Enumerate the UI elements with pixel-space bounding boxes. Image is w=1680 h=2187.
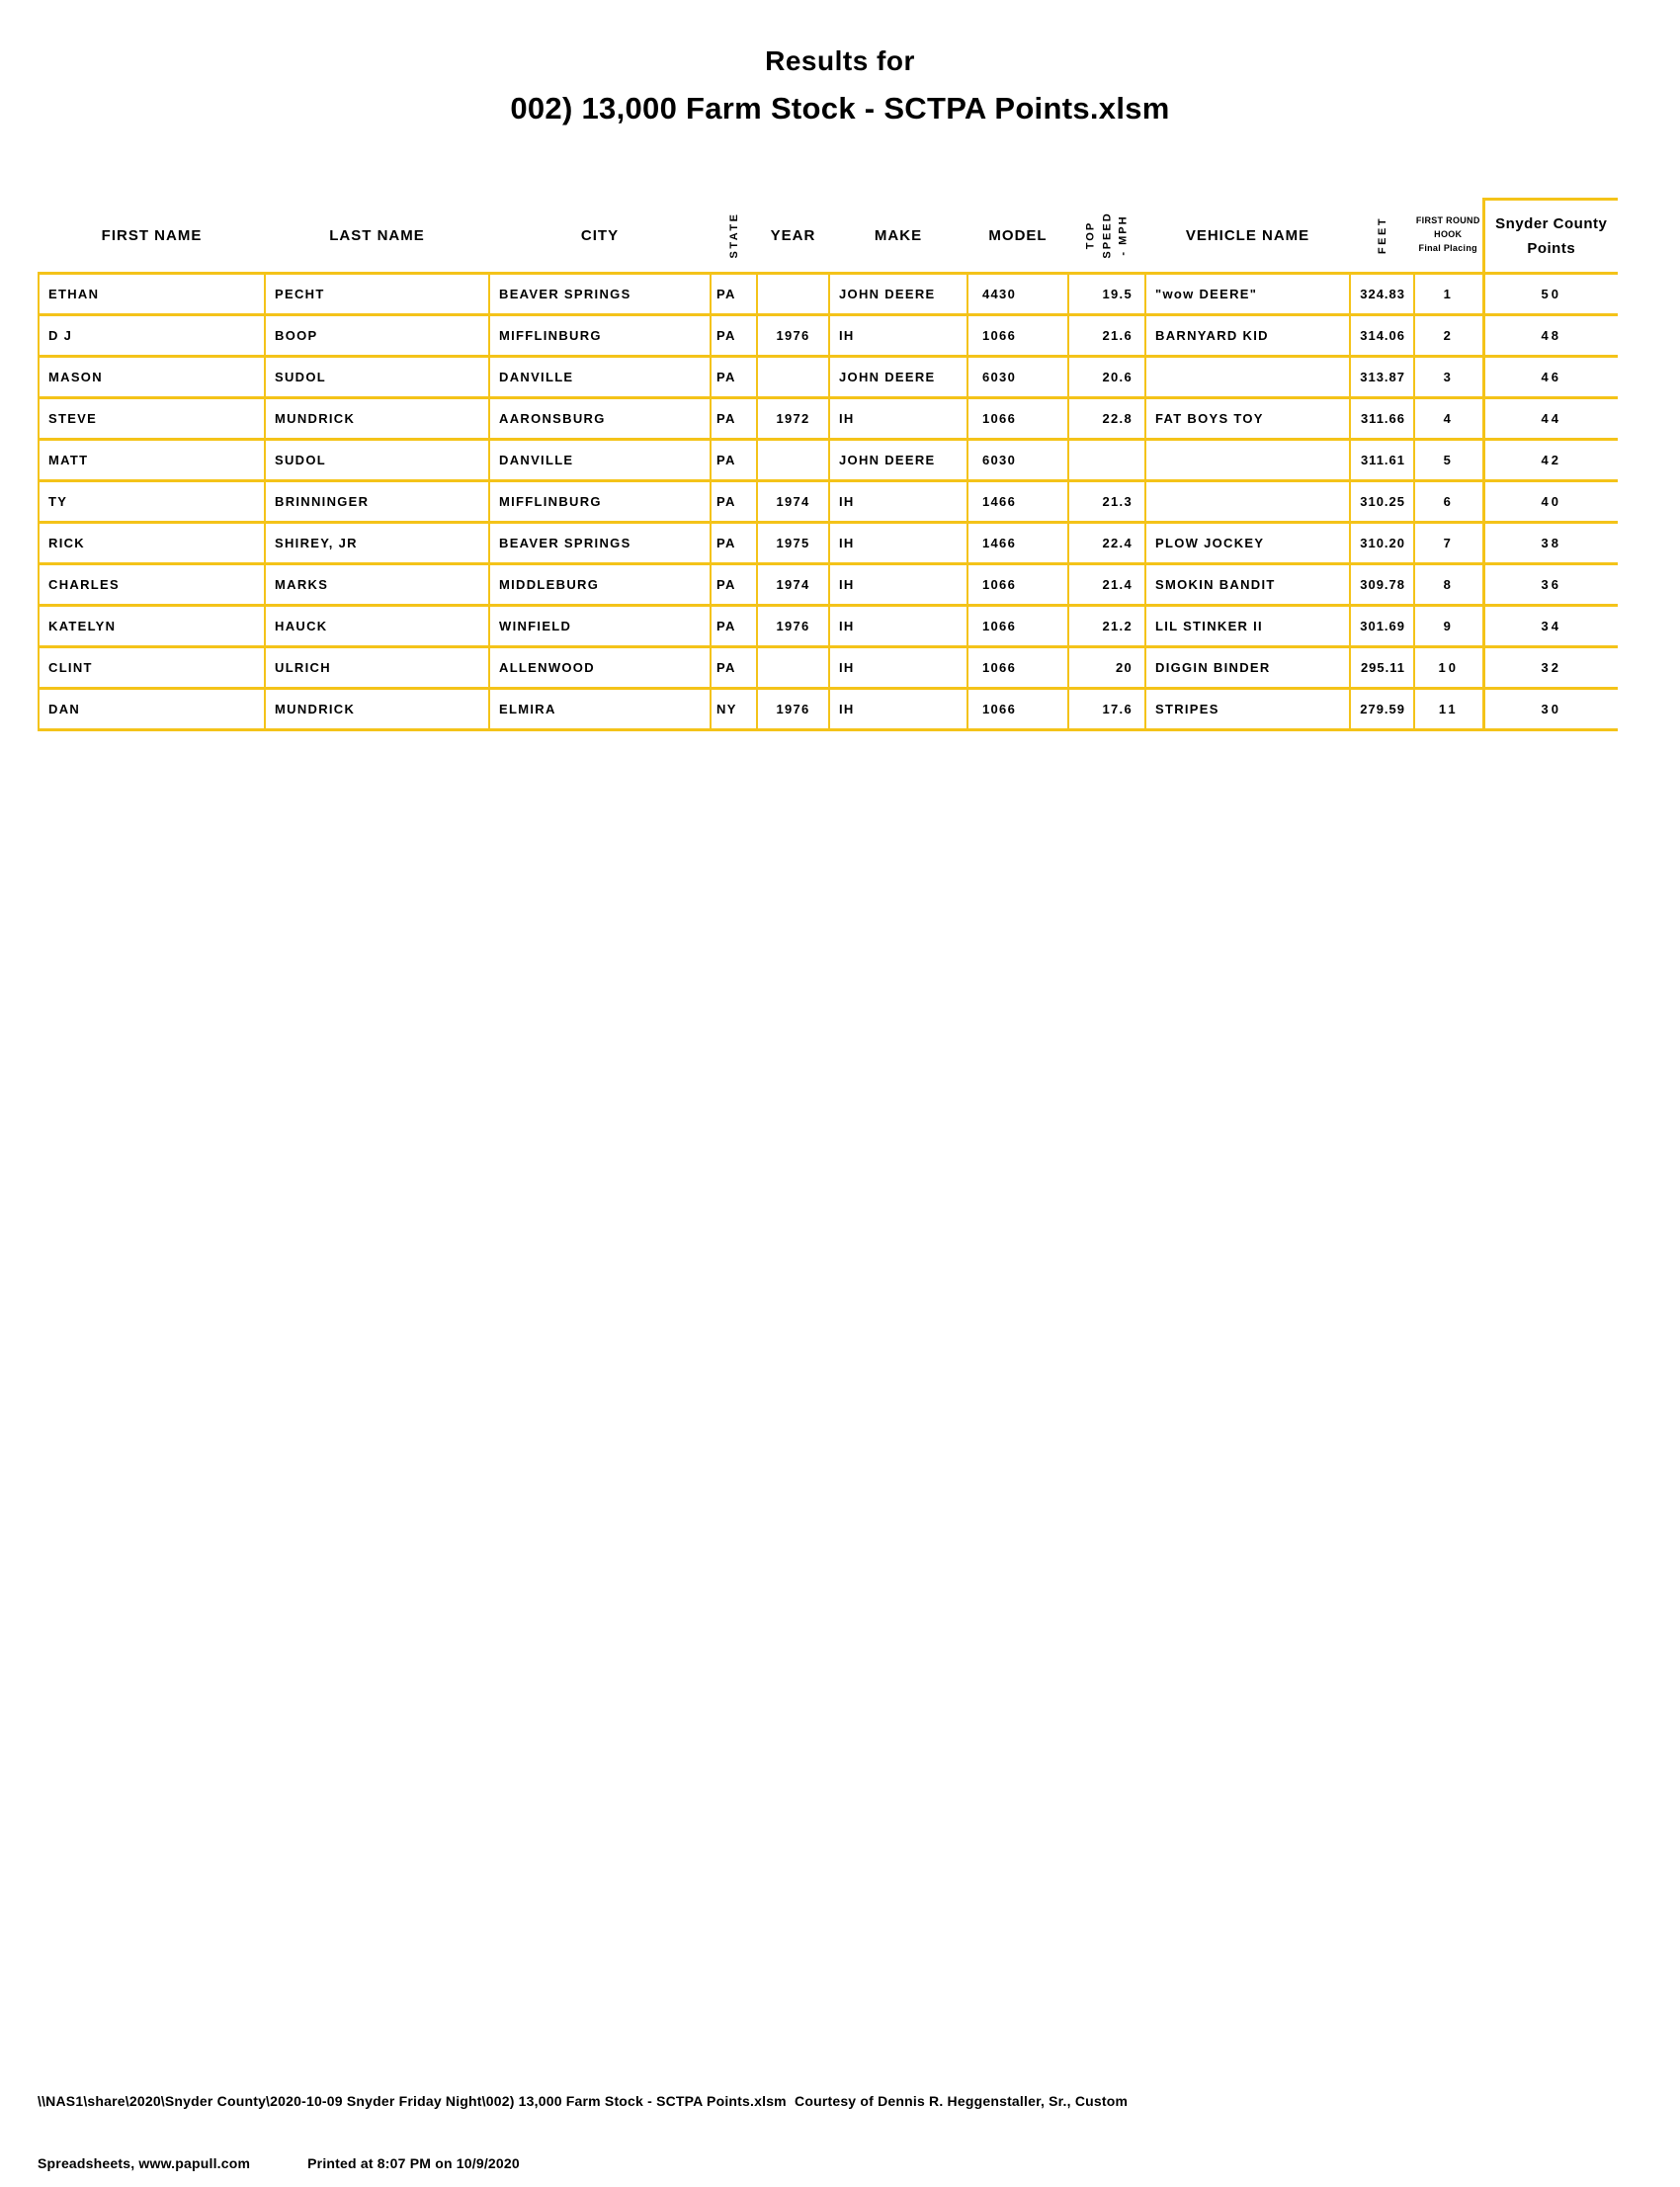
cell-year: 1975	[757, 523, 829, 564]
cell-city: BEAVER SPRINGS	[489, 523, 711, 564]
cell-last-name: PECHT	[265, 274, 489, 315]
cell-city: MIDDLEBURG	[489, 564, 711, 606]
col-header-year: YEAR	[770, 226, 816, 244]
col-header-feet	[1350, 200, 1414, 274]
cell-state: PA	[711, 398, 757, 440]
cell-feet: 301.69	[1350, 606, 1414, 647]
footer-printed-timestamp: Printed at 8:07 PM on 10/9/2020	[307, 2155, 520, 2171]
table-row	[39, 481, 1618, 523]
cell-state: PA	[711, 647, 757, 689]
cell-first-name: DAN	[39, 689, 265, 730]
cell-hook-placing: 4	[1414, 398, 1483, 440]
cell-points: 34	[1483, 606, 1618, 647]
cell-hook-placing: 1	[1414, 274, 1483, 315]
cell-year	[757, 274, 829, 315]
cell-feet: 295.11	[1350, 647, 1414, 689]
cell-last-name: SHIREY, JR	[265, 523, 489, 564]
cell-make: IH	[829, 689, 967, 730]
cell-last-name: MARKS	[265, 564, 489, 606]
cell-model: 1066	[967, 315, 1068, 357]
cell-year: 1976	[757, 606, 829, 647]
cell-points: 42	[1483, 440, 1618, 481]
cell-last-name: BOOP	[265, 315, 489, 357]
cell-city: ELMIRA	[489, 689, 711, 730]
page-title-line2: 002) 13,000 Farm Stock - SCTPA Points.xlsm	[510, 91, 1170, 126]
cell-city: BEAVER SPRINGS	[489, 274, 711, 315]
table-row	[39, 440, 1618, 481]
cell-vehicle-name	[1145, 440, 1350, 481]
cell-last-name: HAUCK	[265, 606, 489, 647]
cell-state: PA	[711, 523, 757, 564]
top-speed-vertical-label: TOP SPEED - MPH	[1084, 211, 1130, 259]
cell-model: 1066	[967, 647, 1068, 689]
cell-year: 1972	[757, 398, 829, 440]
cell-points: 30	[1483, 689, 1618, 730]
cell-make: IH	[829, 315, 967, 357]
cell-first-name: ETHAN	[39, 274, 265, 315]
cell-hook-placing: 11	[1414, 689, 1483, 730]
col-header-snyder-county-points: Snyder County Points	[1483, 200, 1618, 274]
cell-make: IH	[829, 398, 967, 440]
cell-last-name: MUNDRICK	[265, 398, 489, 440]
table-row	[39, 689, 1618, 730]
col-header-model: MODEL	[988, 226, 1048, 244]
cell-city: WINFIELD	[489, 606, 711, 647]
col-header-first-name: FIRST NAME	[101, 226, 203, 244]
cell-year: 1976	[757, 689, 829, 730]
cell-year	[757, 357, 829, 398]
cell-feet: 311.61	[1350, 440, 1414, 481]
footer	[38, 2061, 1128, 2187]
cell-feet: 279.59	[1350, 689, 1414, 730]
cell-state: PA	[711, 440, 757, 481]
cell-vehicle-name	[1145, 357, 1350, 398]
cell-state: PA	[711, 315, 757, 357]
cell-first-name: MATT	[39, 440, 265, 481]
cell-hook-placing: 3	[1414, 357, 1483, 398]
cell-city: DANVILLE	[489, 357, 711, 398]
cell-first-name: RICK	[39, 523, 265, 564]
cell-feet: 311.66	[1350, 398, 1414, 440]
footer-filepath-wrap: Spreadsheets, www.papull.com	[38, 2155, 251, 2171]
feet-vertical-label: FEET	[1376, 216, 1388, 255]
cell-last-name: BRINNINGER	[265, 481, 489, 523]
cell-feet: 313.87	[1350, 357, 1414, 398]
col-header-first-round-hook: FIRST ROUND HOOK Final Placing	[1415, 215, 1480, 254]
footer-filepath: \\NAS1\share\2020\Snyder County\2020-10-09 Snyder Friday Night\002) 13,000 Farm Stock - SCTPA Points.xlsm Courtesy of Dennis R. Heggenstaller, Sr., Custom	[38, 2093, 1129, 2109]
cell-top-speed: 22.4	[1068, 523, 1145, 564]
cell-top-speed: 22.8	[1068, 398, 1145, 440]
cell-model: 1066	[967, 689, 1068, 730]
cell-points: 50	[1483, 274, 1618, 315]
cell-points: 44	[1483, 398, 1618, 440]
cell-first-name: CHARLES	[39, 564, 265, 606]
cell-points: 46	[1483, 357, 1618, 398]
cell-model: 1066	[967, 398, 1068, 440]
header-row	[39, 200, 1618, 274]
cell-first-name: TY	[39, 481, 265, 523]
cell-vehicle-name: FAT BOYS TOY	[1145, 398, 1350, 440]
cell-top-speed: 21.2	[1068, 606, 1145, 647]
cell-last-name: ULRICH	[265, 647, 489, 689]
cell-top-speed: 20	[1068, 647, 1145, 689]
cell-first-name: CLINT	[39, 647, 265, 689]
table-row	[39, 274, 1618, 315]
cell-first-name: STEVE	[39, 398, 265, 440]
cell-year: 1974	[757, 481, 829, 523]
col-header-top-speed	[1068, 200, 1145, 274]
table-row	[39, 398, 1618, 440]
cell-first-name: MASON	[39, 357, 265, 398]
cell-hook-placing: 10	[1414, 647, 1483, 689]
cell-state: PA	[711, 481, 757, 523]
cell-make: IH	[829, 523, 967, 564]
cell-state: NY	[711, 689, 757, 730]
cell-top-speed	[1068, 440, 1145, 481]
cell-model: 1066	[967, 564, 1068, 606]
cell-model: 1066	[967, 606, 1068, 647]
cell-last-name: SUDOL	[265, 357, 489, 398]
col-header-last-name: LAST NAME	[329, 226, 425, 244]
cell-model: 1466	[967, 523, 1068, 564]
cell-city: DANVILLE	[489, 440, 711, 481]
cell-vehicle-name: PLOW JOCKEY	[1145, 523, 1350, 564]
results-table	[38, 198, 1618, 731]
col-header-make: MAKE	[874, 226, 923, 244]
cell-points: 40	[1483, 481, 1618, 523]
cell-model: 4430	[967, 274, 1068, 315]
cell-feet: 310.25	[1350, 481, 1414, 523]
cell-vehicle-name: LIL STINKER II	[1145, 606, 1350, 647]
cell-vehicle-name: STRIPES	[1145, 689, 1350, 730]
page-title-line1: Results for	[765, 45, 915, 76]
cell-hook-placing: 9	[1414, 606, 1483, 647]
cell-city: MIFFLINBURG	[489, 315, 711, 357]
table-row	[39, 564, 1618, 606]
cell-top-speed: 20.6	[1068, 357, 1145, 398]
cell-hook-placing: 7	[1414, 523, 1483, 564]
cell-year	[757, 440, 829, 481]
cell-year: 1976	[757, 315, 829, 357]
cell-model: 1466	[967, 481, 1068, 523]
table-row	[39, 315, 1618, 357]
cell-year: 1974	[757, 564, 829, 606]
cell-state: PA	[711, 357, 757, 398]
cell-state: PA	[711, 274, 757, 315]
cell-points: 38	[1483, 523, 1618, 564]
cell-hook-placing: 2	[1414, 315, 1483, 357]
cell-city: AARONSBURG	[489, 398, 711, 440]
cell-hook-placing: 6	[1414, 481, 1483, 523]
cell-vehicle-name: SMOKIN BANDIT	[1145, 564, 1350, 606]
cell-first-name: D J	[39, 315, 265, 357]
cell-feet: 310.20	[1350, 523, 1414, 564]
cell-make: JOHN DEERE	[829, 274, 967, 315]
cell-last-name: MUNDRICK	[265, 689, 489, 730]
cell-city: ALLENWOOD	[489, 647, 711, 689]
cell-points: 32	[1483, 647, 1618, 689]
cell-vehicle-name: BARNYARD KID	[1145, 315, 1350, 357]
cell-vehicle-name: "wow DEERE"	[1145, 274, 1350, 315]
cell-make: IH	[829, 606, 967, 647]
cell-year	[757, 647, 829, 689]
cell-points: 48	[1483, 315, 1618, 357]
cell-hook-placing: 5	[1414, 440, 1483, 481]
cell-make: IH	[829, 564, 967, 606]
cell-feet: 324.83	[1350, 274, 1414, 315]
cell-top-speed: 17.6	[1068, 689, 1145, 730]
cell-city: MIFFLINBURG	[489, 481, 711, 523]
cell-make: IH	[829, 481, 967, 523]
cell-model: 6030	[967, 357, 1068, 398]
cell-last-name: SUDOL	[265, 440, 489, 481]
cell-top-speed: 21.4	[1068, 564, 1145, 606]
cell-top-speed: 19.5	[1068, 274, 1145, 315]
cell-make: JOHN DEERE	[829, 357, 967, 398]
cell-hook-placing: 8	[1414, 564, 1483, 606]
table-row	[39, 357, 1618, 398]
table-row	[39, 606, 1618, 647]
cell-top-speed: 21.3	[1068, 481, 1145, 523]
col-header-state	[711, 200, 757, 274]
cell-points: 36	[1483, 564, 1618, 606]
cell-top-speed: 21.6	[1068, 315, 1145, 357]
cell-state: PA	[711, 606, 757, 647]
cell-make: JOHN DEERE	[829, 440, 967, 481]
cell-state: PA	[711, 564, 757, 606]
cell-vehicle-name	[1145, 481, 1350, 523]
cell-vehicle-name: DIGGIN BINDER	[1145, 647, 1350, 689]
table-row	[39, 647, 1618, 689]
col-header-vehicle-name: VEHICLE NAME	[1185, 226, 1310, 244]
table-row	[39, 523, 1618, 564]
cell-feet: 314.06	[1350, 315, 1414, 357]
col-header-city: CITY	[580, 226, 620, 244]
cell-model: 6030	[967, 440, 1068, 481]
cell-make: IH	[829, 647, 967, 689]
state-vertical-label: STATE	[727, 211, 740, 259]
cell-first-name: KATELYN	[39, 606, 265, 647]
cell-feet: 309.78	[1350, 564, 1414, 606]
